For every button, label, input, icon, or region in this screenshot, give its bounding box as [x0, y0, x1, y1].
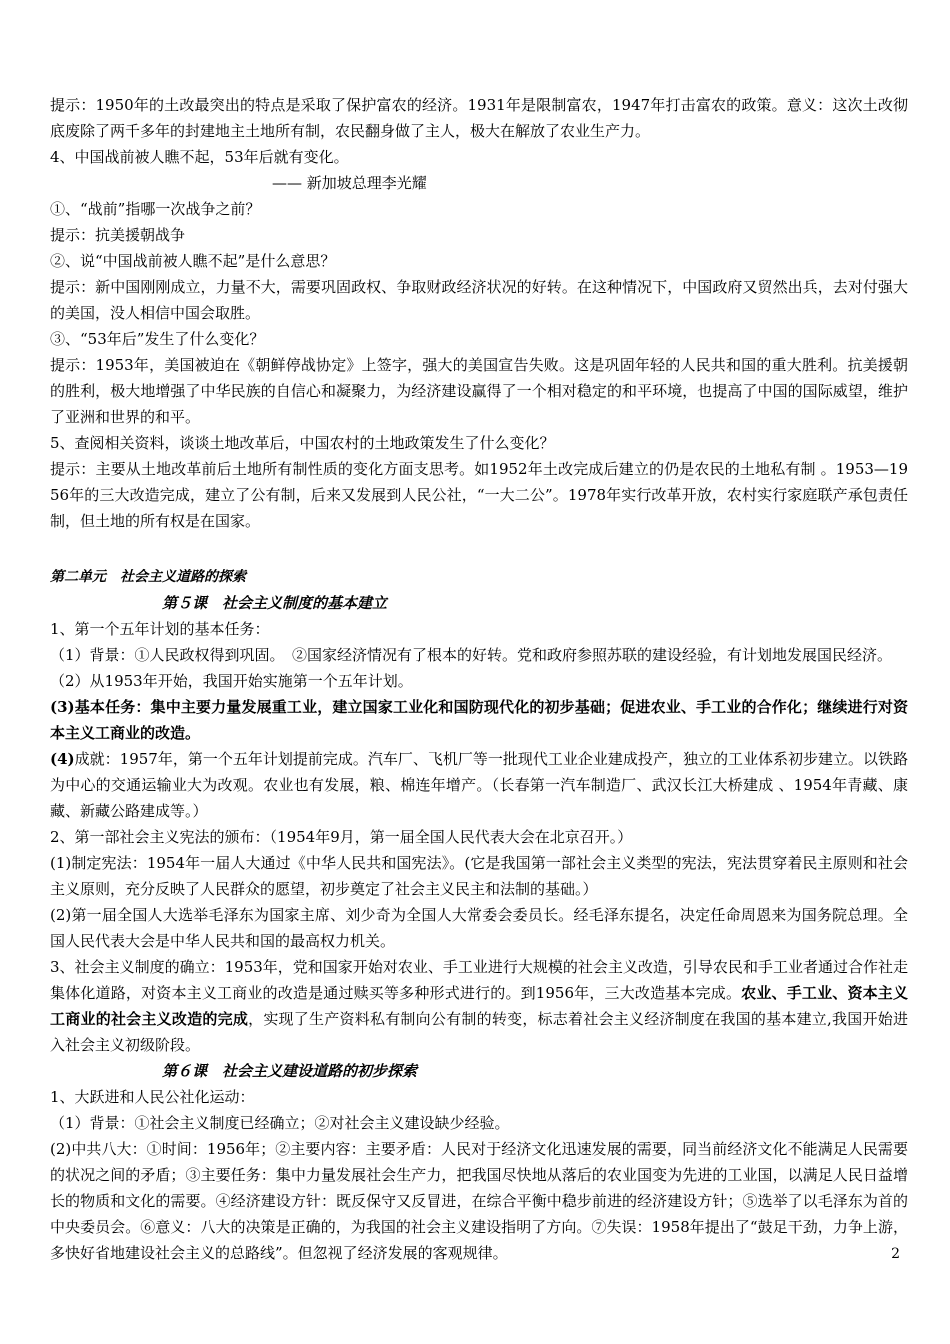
paragraph: 提示：1950年的土改最突出的特点是采取了保护富农的经济。1931年是限制富农，1947年打击富农的政策。意义：这次土改彻底废除了两千多年的封建地主土地所有制，农民翻身做了主人，极大在解放了农业生产力。 [50, 96, 908, 140]
answer-hint: 提示：抗美援朝战争 [50, 226, 186, 244]
answer-hint: 提示：新中国刚刚成立，力量不大，需要巩固政权、争取财政经济状况的好转。在这种情况下，中国政府又贸然出兵，去对付强大的美国，没人相信中国会取胜。 [50, 278, 908, 322]
item-number: (4) [50, 750, 75, 768]
paragraph [50, 954, 908, 1058]
section-heading: 1、第一个五年计划的基本任务： [50, 620, 270, 638]
paragraph: (2)中共八大：①时间：1956年；②主要内容：主要矛盾：人民对于经济文化迅速发展的需要，同当前经济文化不能满足人民需要的状况之间的矛盾；③主要任务：集中力量发展社会生产力，把我国尽快地从落后的农业国变为先进的工业国，以满足人民日益增长的物质和文化的需要。④经济建设方针：既反保守又反冒进，在综合平衡中稳步前进的经济建设方针；⑤选举了以毛泽东为首的中央委员会。⑥意义：八大的决策是正确的，为我国的社会主义建设指明了方向。⑦失误：1958年提出了“鼓足干劲，力争上游，多快好省地建设社会主义的总路线”。但忽视了经济发展的客观规律。 [50, 1140, 908, 1262]
section-heading: 1、大跃进和人民公社化运动： [50, 1088, 255, 1106]
page-number: 2 [891, 1246, 900, 1262]
answer-hint: 提示：1953年，美国被迫在《朝鲜停战协定》上签字，强大的美国宣告失败。这是巩固年轻的人民共和国的重大胜利。抗美援朝的胜利，极大地增强了中华民族的自信心和凝聚力，为经济建设赢得了一个相对稳定的和平环境，也提高了中国的国际威望，维护了亚洲和世界的和平。 [50, 356, 908, 426]
question-item: 5、查阅相关资料，谈谈土地改革后，中国农村的土地政策发生了什么变化？ [50, 434, 555, 452]
question-item: ③、“53年后”发生了什么变化？ [50, 330, 265, 348]
paragraph-text: ，实现了生产资料私有制向公有制的转变，标志着社会主义经济制度在我国的基本建立,我国开始进入社会主义初级阶段。 [50, 1010, 908, 1054]
section-heading: 2、第一部社会主义宪法的颁布：（1954年9月，第一届全国人民代表大会在北京召开。） [50, 828, 633, 846]
paragraph: （1）背景：①人民政权得到巩固。 ②国家经济情况有了根本的好转。党和政府参照苏联的建设经验，有计划地发展国民经济。 [50, 646, 893, 664]
paragraph: (2)第一届全国人大选举毛泽东为国家主席、刘少奇为全国人大常委会委员长。经毛泽东提名，决定任命周恩来为国务院总理。全国人民代表大会是中华人民共和国的最高权力机关。 [50, 906, 908, 950]
unit-title: 第二单元 社会主义道路的探索 [50, 569, 246, 585]
paragraph: （1）背景：①社会主义制度已经确立；②对社会主义建设缺少经验。 [50, 1114, 510, 1132]
paragraph: (1)制定宪法：1954年一届人大通过《中华人民共和国宪法》。(它是我国第一部社会主义类型的宪法，宪法贯穿着民主原则和社会主义原则，充分反映了人民群众的愿望，初步奠定了社会主义民主和法制的基础。） [50, 854, 908, 898]
paragraph-text: 3、社会主义制度的确立：1953年，党和国家开始对农业、手工业进行大规模的社会主义改造，引导农民和手工业者通过合作社走集体化道路，对资本主义工商业的改造是通过赎买等多种形式进行的。到1956年，三大改造基本完成。 [50, 958, 908, 1002]
question-item: 4、中国战前被人瞧不起，53年后就有变化。 [50, 148, 349, 166]
question-item: ②、说“中国战前被人瞧不起”是什么意思？ [50, 252, 336, 270]
paragraph [50, 746, 908, 824]
key-point-paragraph: (3)基本任务：集中主要力量发展重工业，建立国家工业化和国防现代化的初步基础；促进农业、手工业的合作化；继续进行对资本主义工商业的改造。 [50, 698, 908, 742]
paragraph: （2）从1953年开始，我国开始实施第一个五年计划。 [50, 672, 413, 690]
answer-hint: 提示：主要从土地改革前后土地所有制性质的变化方面支思考。如1952年土改完成后建立的仍是农民的土地私有制 。1953—1956年的三大改造完成，建立了公有制，后来又发展到人民公社，“一大二公”。1978年实行改革开放，农村实行家庭联产承包责任制，但土地的所有权是在国家。 [50, 460, 908, 530]
question-item: ①、“战前”指哪一次战争之前？ [50, 200, 261, 218]
emphasized-text: 农业、手工业、资本主义工商业的社会主义改造的完成 [50, 984, 908, 1028]
quote-attribution: —— 新加坡总理李光耀 [272, 174, 427, 192]
document-page [50, 92, 908, 1266]
lesson-title: 第５课 社会主义制度的基本建立 [162, 594, 388, 612]
lesson-title: 第６课 社会主义建设道路的初步探索 [162, 1062, 418, 1080]
paragraph-text: 成就：1957年，第一个五年计划提前完成。汽车厂、飞机厂等一批现代工业企业建成投产，独立的工业体系初步建立。以铁路为中心的交通运输业大为改观。农业也有发展，粮、棉连年增产。（长春第一汽车制造厂、武汉长江大桥建成 、1954年青藏、康藏、新藏公路建成等。） [50, 750, 908, 820]
